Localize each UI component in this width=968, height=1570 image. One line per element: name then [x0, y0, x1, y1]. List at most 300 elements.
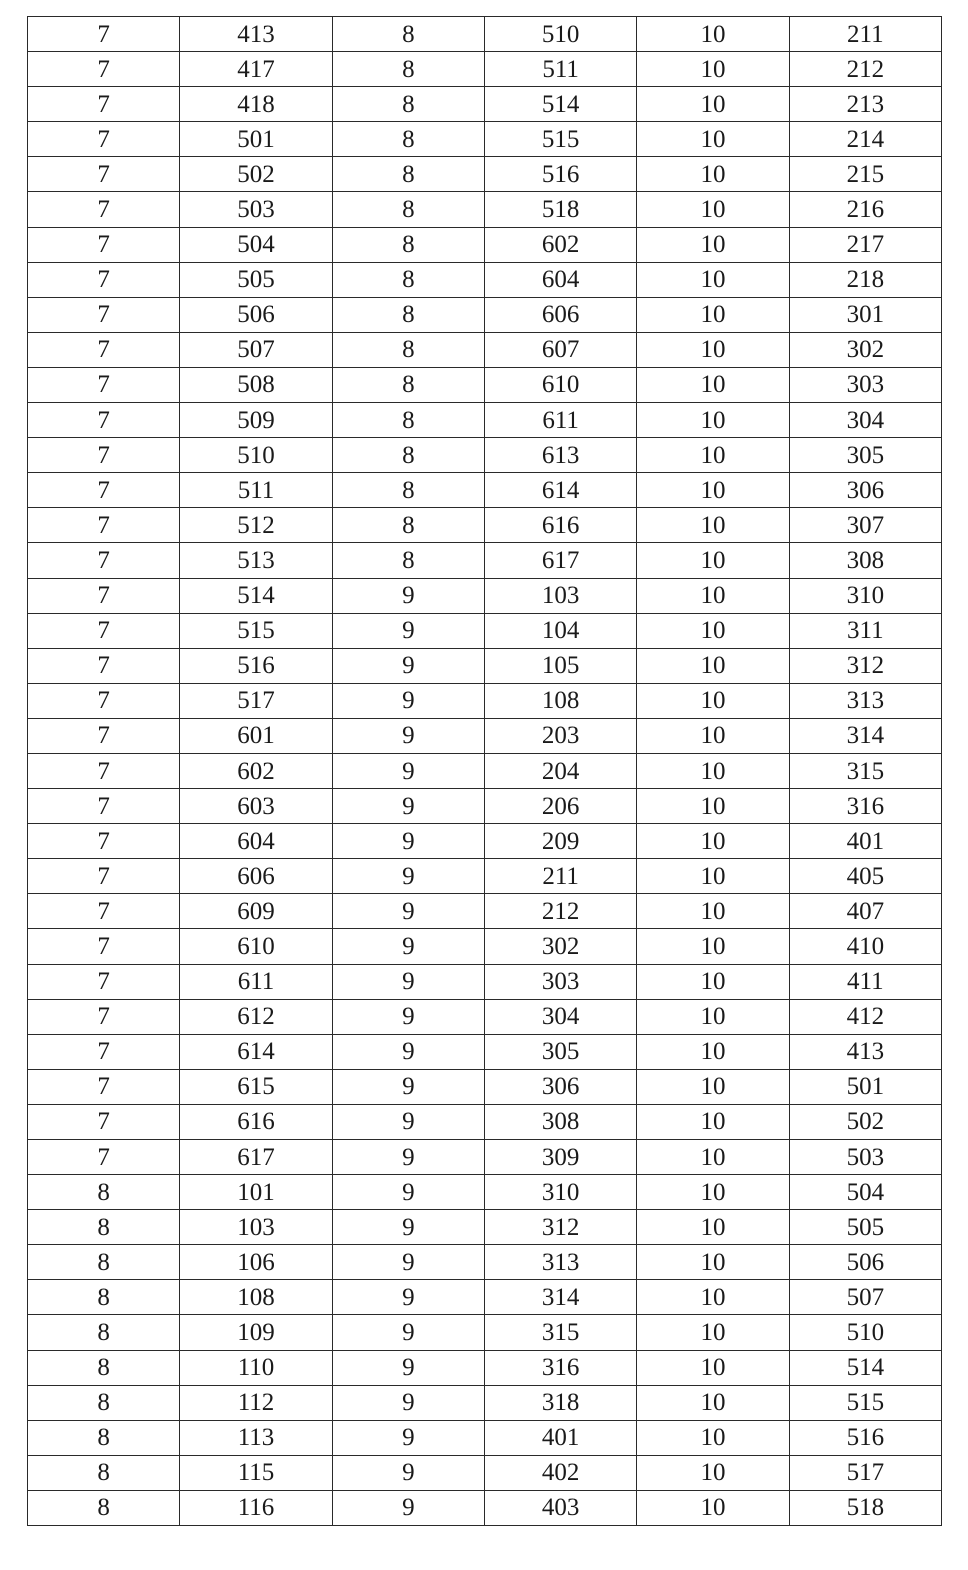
table-cell: 602 [484, 227, 636, 262]
table-cell: 504 [789, 1175, 941, 1210]
table-cell: 8 [332, 87, 484, 122]
table-cell: 301 [789, 297, 941, 332]
table-cell: 418 [180, 87, 332, 122]
table-cell: 9 [332, 1315, 484, 1350]
table-cell: 502 [180, 157, 332, 192]
table-cell: 10 [637, 262, 789, 297]
table-cell: 302 [789, 332, 941, 367]
table-cell: 9 [332, 1420, 484, 1455]
table-row [28, 438, 942, 473]
table-cell: 7 [28, 753, 180, 788]
table-cell: 7 [28, 613, 180, 648]
table-cell: 8 [332, 508, 484, 543]
table-cell: 7 [28, 297, 180, 332]
table-cell: 517 [789, 1455, 941, 1490]
table-cell: 511 [180, 473, 332, 508]
table-row [28, 52, 942, 87]
table-cell: 303 [484, 964, 636, 999]
table-cell: 611 [180, 964, 332, 999]
table-cell: 7 [28, 1104, 180, 1139]
table-cell: 402 [484, 1455, 636, 1490]
table-row [28, 192, 942, 227]
table-cell: 514 [484, 87, 636, 122]
table-cell: 307 [789, 508, 941, 543]
table-cell: 516 [484, 157, 636, 192]
table-cell: 10 [637, 473, 789, 508]
table-row [28, 683, 942, 718]
table-cell: 612 [180, 999, 332, 1034]
table-row [28, 1490, 942, 1525]
table-cell: 216 [789, 192, 941, 227]
table-cell: 305 [484, 1034, 636, 1069]
table-row [28, 227, 942, 262]
table-cell: 7 [28, 52, 180, 87]
table-cell: 9 [332, 1175, 484, 1210]
table-cell: 10 [637, 613, 789, 648]
table-cell: 211 [484, 859, 636, 894]
table-cell: 8 [28, 1315, 180, 1350]
table-cell: 7 [28, 1034, 180, 1069]
table-row [28, 297, 942, 332]
table-cell: 413 [180, 17, 332, 52]
table-cell: 109 [180, 1315, 332, 1350]
table-cell: 110 [180, 1350, 332, 1385]
table-cell: 113 [180, 1420, 332, 1455]
table-cell: 7 [28, 999, 180, 1034]
table-cell: 603 [180, 789, 332, 824]
table-cell: 9 [332, 1104, 484, 1139]
table-cell: 311 [789, 613, 941, 648]
table-cell: 305 [789, 438, 941, 473]
table-cell: 106 [180, 1245, 332, 1280]
table-cell: 607 [484, 332, 636, 367]
table-cell: 313 [484, 1245, 636, 1280]
table-cell: 7 [28, 648, 180, 683]
table-cell: 9 [332, 1490, 484, 1525]
table-cell: 213 [789, 87, 941, 122]
table-cell: 309 [484, 1140, 636, 1175]
table-cell: 7 [28, 157, 180, 192]
table-cell: 411 [789, 964, 941, 999]
table-body [28, 17, 942, 1526]
table-cell: 613 [484, 438, 636, 473]
table-cell: 8 [28, 1175, 180, 1210]
table-cell: 514 [789, 1350, 941, 1385]
table-cell: 314 [789, 718, 941, 753]
table-cell: 10 [637, 1034, 789, 1069]
table-cell: 10 [637, 894, 789, 929]
table-cell: 8 [332, 122, 484, 157]
table-cell: 9 [332, 613, 484, 648]
table-cell: 316 [789, 789, 941, 824]
table-cell: 304 [484, 999, 636, 1034]
table-cell: 504 [180, 227, 332, 262]
table-cell: 516 [789, 1420, 941, 1455]
table-cell: 9 [332, 718, 484, 753]
table-row [28, 157, 942, 192]
table-cell: 512 [180, 508, 332, 543]
table-row [28, 929, 942, 964]
table-cell: 7 [28, 122, 180, 157]
table-cell: 10 [637, 17, 789, 52]
table-cell: 606 [180, 859, 332, 894]
table-cell: 211 [789, 17, 941, 52]
table-row [28, 1140, 942, 1175]
table-cell: 116 [180, 1490, 332, 1525]
table-row [28, 1315, 942, 1350]
table-cell: 8 [332, 17, 484, 52]
table-row [28, 718, 942, 753]
table-cell: 9 [332, 894, 484, 929]
table-cell: 314 [484, 1280, 636, 1315]
table-cell: 214 [789, 122, 941, 157]
table-cell: 602 [180, 753, 332, 788]
table-cell: 510 [789, 1315, 941, 1350]
table-cell: 617 [484, 543, 636, 578]
table-cell: 610 [180, 929, 332, 964]
table-row [28, 1350, 942, 1385]
table-cell: 103 [484, 578, 636, 613]
table-cell: 417 [180, 52, 332, 87]
table-cell: 410 [789, 929, 941, 964]
table-cell: 10 [637, 1490, 789, 1525]
table-cell: 614 [180, 1034, 332, 1069]
table-row [28, 578, 942, 613]
table-cell: 10 [637, 1069, 789, 1104]
table-row [28, 613, 942, 648]
table-cell: 10 [637, 297, 789, 332]
table-cell: 10 [637, 1280, 789, 1315]
table-row [28, 859, 942, 894]
table-cell: 413 [789, 1034, 941, 1069]
table-cell: 609 [180, 894, 332, 929]
table-cell: 10 [637, 859, 789, 894]
table-cell: 9 [332, 789, 484, 824]
table-cell: 7 [28, 964, 180, 999]
table-row [28, 964, 942, 999]
table-cell: 10 [637, 52, 789, 87]
table-cell: 8 [332, 543, 484, 578]
table-row [28, 262, 942, 297]
table-cell: 505 [789, 1210, 941, 1245]
table-cell: 315 [789, 753, 941, 788]
table-cell: 604 [180, 824, 332, 859]
table-cell: 9 [332, 683, 484, 718]
table-cell: 9 [332, 859, 484, 894]
table-cell: 8 [28, 1350, 180, 1385]
table-cell: 7 [28, 403, 180, 438]
table-cell: 601 [180, 718, 332, 753]
table-cell: 10 [637, 1385, 789, 1420]
table-row [28, 1420, 942, 1455]
table-cell: 503 [180, 192, 332, 227]
table-row [28, 543, 942, 578]
table-cell: 614 [484, 473, 636, 508]
table-cell: 617 [180, 1140, 332, 1175]
table-cell: 9 [332, 1140, 484, 1175]
table-cell: 502 [789, 1104, 941, 1139]
table-cell: 101 [180, 1175, 332, 1210]
table-cell: 218 [789, 262, 941, 297]
table-cell: 9 [332, 1350, 484, 1385]
table-cell: 9 [332, 1245, 484, 1280]
table-cell: 108 [484, 683, 636, 718]
table-cell: 503 [789, 1140, 941, 1175]
table-cell: 318 [484, 1385, 636, 1420]
table-cell: 9 [332, 1034, 484, 1069]
table-cell: 204 [484, 753, 636, 788]
table-cell: 8 [28, 1280, 180, 1315]
table-cell: 8 [332, 367, 484, 402]
table-cell: 10 [637, 789, 789, 824]
table-cell: 515 [180, 613, 332, 648]
table-cell: 209 [484, 824, 636, 859]
table-row [28, 87, 942, 122]
table-cell: 312 [484, 1210, 636, 1245]
table-row [28, 1210, 942, 1245]
table-cell: 10 [637, 929, 789, 964]
table-row [28, 1455, 942, 1490]
table-cell: 7 [28, 683, 180, 718]
table-cell: 7 [28, 859, 180, 894]
table-cell: 10 [637, 122, 789, 157]
table-cell: 405 [789, 859, 941, 894]
table-cell: 616 [180, 1104, 332, 1139]
table-row [28, 17, 942, 52]
table-cell: 10 [637, 543, 789, 578]
table-cell: 505 [180, 262, 332, 297]
table-cell: 9 [332, 1210, 484, 1245]
table-cell: 7 [28, 438, 180, 473]
table-cell: 10 [637, 157, 789, 192]
table-cell: 7 [28, 824, 180, 859]
table-cell: 8 [28, 1385, 180, 1420]
table-cell: 7 [28, 718, 180, 753]
table-cell: 9 [332, 578, 484, 613]
table-cell: 7 [28, 473, 180, 508]
table-cell: 7 [28, 789, 180, 824]
table-cell: 401 [484, 1420, 636, 1455]
table-cell: 8 [332, 52, 484, 87]
table-cell: 8 [332, 227, 484, 262]
table-cell: 604 [484, 262, 636, 297]
table-cell: 10 [637, 964, 789, 999]
table-cell: 7 [28, 929, 180, 964]
table-cell: 8 [28, 1245, 180, 1280]
table-row [28, 894, 942, 929]
table-cell: 9 [332, 648, 484, 683]
table-cell: 10 [637, 1210, 789, 1245]
table-row [28, 789, 942, 824]
table-cell: 509 [180, 403, 332, 438]
table-cell: 510 [484, 17, 636, 52]
table-cell: 215 [789, 157, 941, 192]
table-row [28, 1034, 942, 1069]
table-cell: 10 [637, 753, 789, 788]
table-cell: 506 [180, 297, 332, 332]
table-cell: 10 [637, 1455, 789, 1490]
table-cell: 9 [332, 1455, 484, 1490]
table-cell: 515 [789, 1385, 941, 1420]
table-cell: 10 [637, 1315, 789, 1350]
document-table-container [27, 16, 942, 1526]
table-cell: 7 [28, 87, 180, 122]
table-cell: 302 [484, 929, 636, 964]
table-cell: 501 [789, 1069, 941, 1104]
table-cell: 108 [180, 1280, 332, 1315]
table-cell: 8 [332, 332, 484, 367]
table-cell: 9 [332, 929, 484, 964]
table-cell: 112 [180, 1385, 332, 1420]
table-cell: 516 [180, 648, 332, 683]
table-cell: 105 [484, 648, 636, 683]
table-cell: 10 [637, 1140, 789, 1175]
table-cell: 308 [789, 543, 941, 578]
table-cell: 8 [28, 1420, 180, 1455]
table-cell: 9 [332, 753, 484, 788]
table-row [28, 753, 942, 788]
table-row [28, 1245, 942, 1280]
table-cell: 401 [789, 824, 941, 859]
table-cell: 507 [180, 332, 332, 367]
table-cell: 615 [180, 1069, 332, 1104]
table-cell: 10 [637, 648, 789, 683]
table-cell: 10 [637, 1420, 789, 1455]
table-row [28, 1175, 942, 1210]
table-cell: 10 [637, 683, 789, 718]
table-cell: 206 [484, 789, 636, 824]
table-cell: 10 [637, 1350, 789, 1385]
table-row [28, 1104, 942, 1139]
table-cell: 7 [28, 332, 180, 367]
table-cell: 606 [484, 297, 636, 332]
table-cell: 10 [637, 87, 789, 122]
table-cell: 518 [789, 1490, 941, 1525]
table-cell: 407 [789, 894, 941, 929]
table-cell: 501 [180, 122, 332, 157]
table-cell: 212 [789, 52, 941, 87]
table-cell: 312 [789, 648, 941, 683]
table-cell: 315 [484, 1315, 636, 1350]
table-row [28, 1069, 942, 1104]
table-cell: 7 [28, 262, 180, 297]
table-cell: 506 [789, 1245, 941, 1280]
table-row [28, 999, 942, 1034]
table-cell: 8 [28, 1490, 180, 1525]
table-row [28, 824, 942, 859]
data-table [27, 16, 942, 1526]
table-cell: 8 [332, 192, 484, 227]
table-cell: 518 [484, 192, 636, 227]
table-cell: 10 [637, 999, 789, 1034]
table-cell: 10 [637, 332, 789, 367]
table-cell: 10 [637, 1104, 789, 1139]
table-row [28, 648, 942, 683]
table-cell: 7 [28, 508, 180, 543]
table-row [28, 367, 942, 402]
table-cell: 10 [637, 718, 789, 753]
table-cell: 8 [332, 473, 484, 508]
table-cell: 7 [28, 543, 180, 578]
table-cell: 310 [484, 1175, 636, 1210]
table-cell: 10 [637, 1175, 789, 1210]
table-cell: 9 [332, 999, 484, 1034]
table-row [28, 332, 942, 367]
table-cell: 7 [28, 1140, 180, 1175]
table-cell: 10 [637, 508, 789, 543]
table-cell: 511 [484, 52, 636, 87]
table-cell: 304 [789, 403, 941, 438]
table-cell: 10 [637, 227, 789, 262]
table-cell: 10 [637, 367, 789, 402]
table-cell: 303 [789, 367, 941, 402]
table-row [28, 1385, 942, 1420]
table-cell: 10 [637, 192, 789, 227]
table-cell: 9 [332, 824, 484, 859]
table-cell: 513 [180, 543, 332, 578]
table-cell: 10 [637, 438, 789, 473]
table-cell: 517 [180, 683, 332, 718]
table-cell: 616 [484, 508, 636, 543]
table-cell: 507 [789, 1280, 941, 1315]
table-cell: 10 [637, 403, 789, 438]
table-cell: 8 [332, 262, 484, 297]
table-row [28, 122, 942, 157]
table-cell: 212 [484, 894, 636, 929]
table-row [28, 508, 942, 543]
table-cell: 217 [789, 227, 941, 262]
table-cell: 508 [180, 367, 332, 402]
table-cell: 306 [789, 473, 941, 508]
table-cell: 510 [180, 438, 332, 473]
table-cell: 103 [180, 1210, 332, 1245]
table-cell: 515 [484, 122, 636, 157]
table-cell: 7 [28, 894, 180, 929]
table-cell: 8 [28, 1210, 180, 1245]
table-cell: 403 [484, 1490, 636, 1525]
table-cell: 203 [484, 718, 636, 753]
table-cell: 10 [637, 578, 789, 613]
table-cell: 514 [180, 578, 332, 613]
table-cell: 310 [789, 578, 941, 613]
table-cell: 7 [28, 17, 180, 52]
table-cell: 7 [28, 227, 180, 262]
table-cell: 9 [332, 1385, 484, 1420]
table-cell: 8 [332, 403, 484, 438]
table-cell: 611 [484, 403, 636, 438]
table-cell: 306 [484, 1069, 636, 1104]
table-cell: 316 [484, 1350, 636, 1385]
table-cell: 9 [332, 1280, 484, 1315]
table-cell: 7 [28, 578, 180, 613]
table-cell: 7 [28, 367, 180, 402]
table-cell: 9 [332, 964, 484, 999]
table-cell: 8 [28, 1455, 180, 1490]
table-cell: 8 [332, 297, 484, 332]
table-cell: 115 [180, 1455, 332, 1490]
table-cell: 412 [789, 999, 941, 1034]
table-cell: 313 [789, 683, 941, 718]
table-cell: 610 [484, 367, 636, 402]
table-row [28, 1280, 942, 1315]
table-cell: 10 [637, 1245, 789, 1280]
table-cell: 7 [28, 1069, 180, 1104]
table-cell: 308 [484, 1104, 636, 1139]
table-row [28, 473, 942, 508]
table-cell: 104 [484, 613, 636, 648]
table-cell: 9 [332, 1069, 484, 1104]
table-row [28, 403, 942, 438]
